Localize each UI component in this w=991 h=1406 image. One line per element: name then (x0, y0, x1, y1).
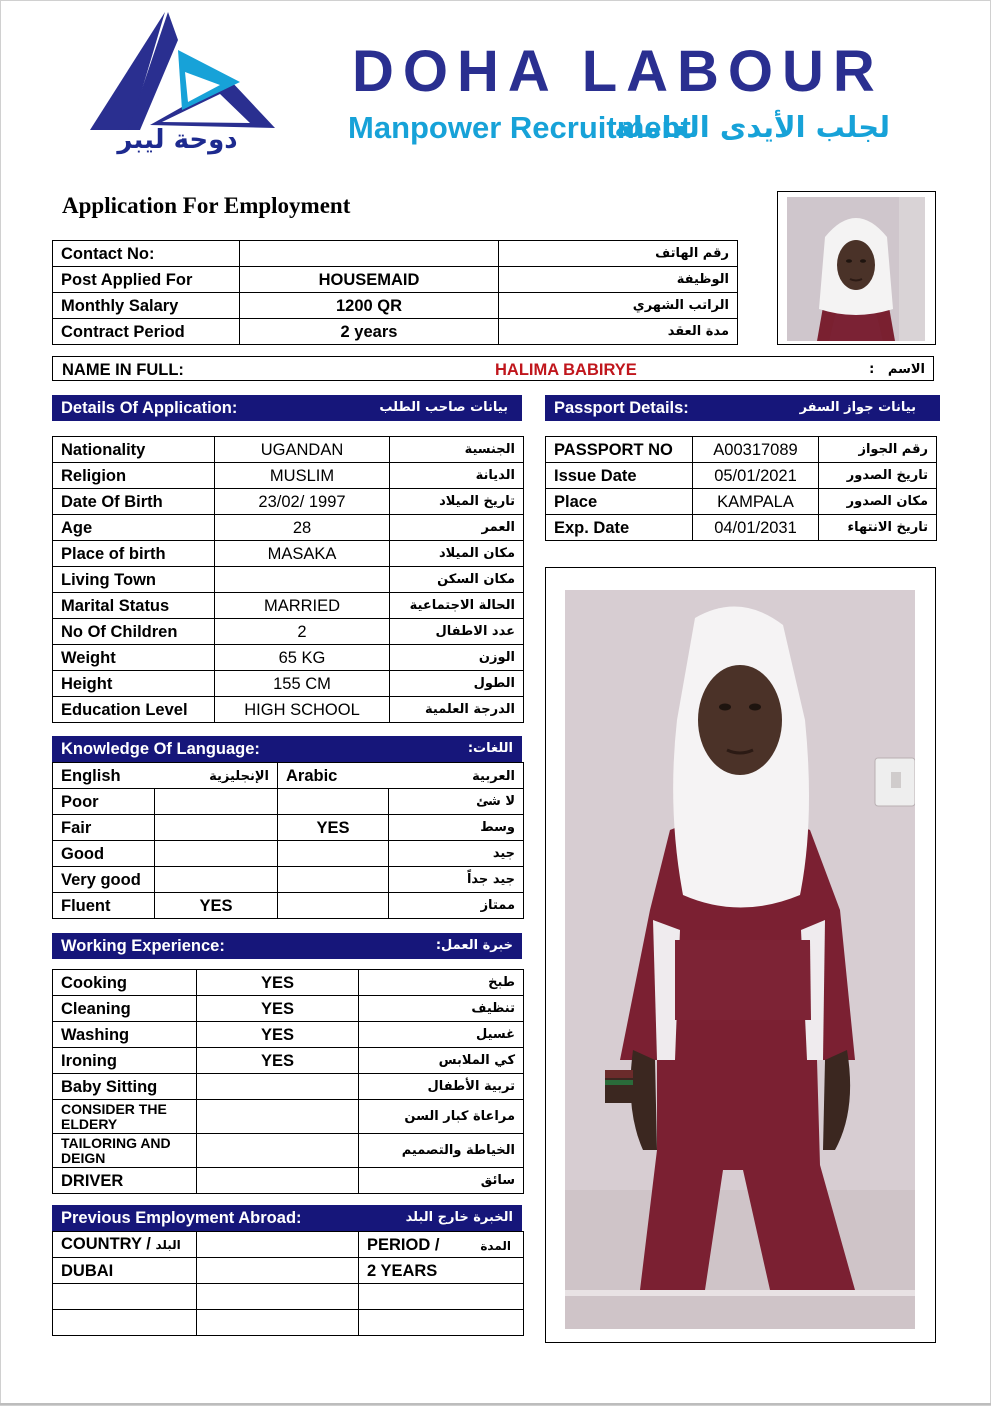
details-label: Place of birth (53, 541, 215, 567)
passport-row (546, 515, 937, 541)
experience-value (197, 1100, 359, 1134)
details-header: Details Of Application: بيانات صاحب الطلب (52, 395, 522, 421)
details-row (53, 541, 524, 567)
details-label-ar: تاريخ الميلاد (390, 489, 524, 515)
logo-arabic-text: دوحة ليبر (117, 125, 238, 155)
previous-table (52, 1231, 524, 1336)
details-row (53, 645, 524, 671)
language-english-value: YES (155, 893, 278, 919)
experience-value: YES (197, 1048, 359, 1074)
experience-row (53, 1134, 524, 1168)
language-arabic-value (278, 841, 389, 867)
passport-row (546, 489, 937, 515)
experience-table (52, 969, 524, 1194)
details-label: Education Level (53, 697, 215, 723)
details-label-ar: العمر (390, 515, 524, 541)
language-row (53, 789, 524, 815)
details-row (53, 671, 524, 697)
experience-row (53, 1048, 524, 1074)
details-value: HIGH SCHOOL (215, 697, 390, 723)
details-value: 2 (215, 619, 390, 645)
language-level: Fair (53, 815, 155, 841)
bottom-rule (0, 1403, 991, 1405)
language-level-ar: جيد (389, 841, 524, 867)
full-body-photo-frame (545, 567, 936, 1343)
contact-row (53, 267, 738, 293)
previous-row (53, 1284, 524, 1310)
brand-tagline-en: Manpower Recruitment (348, 110, 691, 145)
arabic-column-header: Arabic العربية (278, 763, 524, 789)
full-body-photo (565, 590, 915, 1329)
contact-value: 2 years (240, 319, 499, 345)
language-row (53, 867, 524, 893)
passport-label-ar: مكان الصدور (819, 489, 937, 515)
previous-row (53, 1310, 524, 1336)
language-english-value (155, 867, 278, 893)
passport-value: 05/01/2021 (693, 463, 819, 489)
details-label-ar: عدد الاطفال (390, 619, 524, 645)
details-label: Date Of Birth (53, 489, 215, 515)
details-label: Weight (53, 645, 215, 671)
language-level-ar: وسط (389, 815, 524, 841)
details-value: 28 (215, 515, 390, 541)
details-label: Nationality (53, 437, 215, 463)
contact-label: Monthly Salary (53, 293, 240, 319)
experience-header: Working Experience: خبرة العمل: (52, 933, 522, 959)
experience-label: Washing (53, 1022, 197, 1048)
experience-label: CONSIDER THE ELDERY (53, 1100, 197, 1134)
full-name-label-ar: الاسم : (869, 362, 925, 377)
experience-row (53, 996, 524, 1022)
experience-value (197, 1074, 359, 1100)
experience-row (53, 1074, 524, 1100)
contact-row (53, 241, 738, 267)
details-row (53, 489, 524, 515)
contact-value: 1200 QR (240, 293, 499, 319)
experience-value: YES (197, 996, 359, 1022)
language-header: Knowledge Of Language: اللغات: (52, 736, 522, 762)
previous-middle (197, 1284, 359, 1310)
experience-value (197, 1134, 359, 1168)
details-label-ar: مكان الميلاد (390, 541, 524, 567)
details-row (53, 593, 524, 619)
details-label: Height (53, 671, 215, 697)
details-value: 23/02/ 1997 (215, 489, 390, 515)
previous-period: 2 YEARS (359, 1258, 524, 1284)
previous-middle-header (197, 1232, 359, 1258)
details-row (53, 437, 524, 463)
full-name-label: NAME IN FULL: (62, 361, 184, 379)
contact-label: Post Applied For (53, 267, 240, 293)
details-value (215, 567, 390, 593)
experience-label: DRIVER (53, 1168, 197, 1194)
language-level: Good (53, 841, 155, 867)
experience-value: YES (197, 1022, 359, 1048)
experience-label-ar: طبخ (359, 970, 524, 996)
experience-label: TAILORING AND DEIGN (53, 1134, 197, 1168)
language-row (53, 841, 524, 867)
brand-name: DOHA LABOUR (352, 39, 884, 104)
previous-row (53, 1258, 524, 1284)
experience-label: Ironing (53, 1048, 197, 1074)
previous-middle (197, 1310, 359, 1336)
experience-label-ar: سائق (359, 1168, 524, 1194)
language-english-value (155, 841, 278, 867)
previous-country (53, 1284, 197, 1310)
passport-label: Place (546, 489, 693, 515)
details-value: MARRIED (215, 593, 390, 619)
previous-country: DUBAI (53, 1258, 197, 1284)
details-value: MASAKA (215, 541, 390, 567)
passport-table (545, 436, 937, 541)
details-label: Marital Status (53, 593, 215, 619)
experience-row (53, 1100, 524, 1134)
details-row (53, 463, 524, 489)
passport-label: Exp. Date (546, 515, 693, 541)
passport-label: PASSPORT NO (546, 437, 693, 463)
brand-tagline-ar: لجلب الأيدى العاملة (614, 110, 890, 144)
language-level-ar: ممتاز (389, 893, 524, 919)
details-label-ar: مكان السكن (390, 567, 524, 593)
experience-label-ar: تنظيف (359, 996, 524, 1022)
passport-header: Passport Details: بيانات جواز السفر (545, 395, 940, 421)
passport-value: 04/01/2031 (693, 515, 819, 541)
details-row (53, 515, 524, 541)
contact-table (52, 240, 738, 345)
experience-row (53, 1022, 524, 1048)
experience-row (53, 1168, 524, 1194)
details-table (52, 436, 524, 723)
language-level: Very good (53, 867, 155, 893)
previous-period (359, 1284, 524, 1310)
details-label: No Of Children (53, 619, 215, 645)
language-level-ar: جيد جداً (389, 867, 524, 893)
details-label-ar: الطول (390, 671, 524, 697)
contact-value: HOUSEMAID (240, 267, 499, 293)
details-row (53, 567, 524, 593)
language-level: Fluent (53, 893, 155, 919)
passport-row (546, 463, 937, 489)
contact-label-ar: الوظيفة (499, 267, 738, 293)
contact-label-ar: مدة العقد (499, 319, 738, 345)
period-column-header: PERIOD / المدة (359, 1232, 524, 1258)
previous-period (359, 1310, 524, 1336)
contact-row (53, 293, 738, 319)
experience-label: Baby Sitting (53, 1074, 197, 1100)
passport-label-ar: رقم الجواز (819, 437, 937, 463)
page-title: Application For Employment (62, 193, 351, 218)
details-row (53, 697, 524, 723)
contact-label: Contact No: (53, 241, 240, 267)
previous-header: Previous Employment Abroad: الخبرة خارج البلد (52, 1205, 522, 1231)
language-arabic-value: YES (278, 815, 389, 841)
passport-label-ar: تاريخ الصدور (819, 463, 937, 489)
contact-value (240, 241, 499, 267)
details-value: 65 KG (215, 645, 390, 671)
experience-label-ar: تربية الأطفال (359, 1074, 524, 1100)
experience-row (53, 970, 524, 996)
country-column-header: COUNTRY / البلد (53, 1232, 197, 1258)
experience-label: Cleaning (53, 996, 197, 1022)
portrait-photo (787, 197, 925, 341)
language-arabic-value (278, 867, 389, 893)
contact-label-ar: رقم الهاتف (499, 241, 738, 267)
experience-label-ar: كي الملابس (359, 1048, 524, 1074)
details-value: UGANDAN (215, 437, 390, 463)
portrait-photo-frame (777, 191, 936, 345)
passport-label: Issue Date (546, 463, 693, 489)
passport-label-ar: تاريخ الانتهاء (819, 515, 937, 541)
language-level-ar: لا شئ (389, 789, 524, 815)
full-name-row (52, 356, 934, 381)
details-label-ar: الحالة الاجتماعية (390, 593, 524, 619)
language-table (52, 762, 524, 919)
language-arabic-value (278, 789, 389, 815)
experience-label: Cooking (53, 970, 197, 996)
language-row (53, 815, 524, 841)
experience-value: YES (197, 970, 359, 996)
english-column-header: English الإنجليزية (53, 763, 278, 789)
details-label: Religion (53, 463, 215, 489)
details-value: MUSLIM (215, 463, 390, 489)
details-label: Age (53, 515, 215, 541)
experience-label-ar: الخياطة والتصميم (359, 1134, 524, 1168)
language-row (53, 893, 524, 919)
contact-label: Contract Period (53, 319, 240, 345)
contact-row (53, 319, 738, 345)
details-label-ar: الوزن (390, 645, 524, 671)
experience-value (197, 1168, 359, 1194)
details-label-ar: الديانة (390, 463, 524, 489)
details-label-ar: الدرجة العلمية (390, 697, 524, 723)
experience-label-ar: مراعاة كبار السن (359, 1100, 524, 1134)
details-label-ar: الجنسية (390, 437, 524, 463)
language-english-value (155, 815, 278, 841)
contact-label-ar: الراتب الشهري (499, 293, 738, 319)
passport-value: A00317089 (693, 437, 819, 463)
experience-label-ar: غسيل (359, 1022, 524, 1048)
previous-country (53, 1310, 197, 1336)
passport-value: KAMPALA (693, 489, 819, 515)
details-value: 155 CM (215, 671, 390, 697)
full-name-value: HALIMA BABIRYE (495, 361, 637, 379)
language-arabic-value (278, 893, 389, 919)
details-row (53, 619, 524, 645)
language-level: Poor (53, 789, 155, 815)
language-english-value (155, 789, 278, 815)
passport-row (546, 437, 937, 463)
details-label: Living Town (53, 567, 215, 593)
previous-middle (197, 1258, 359, 1284)
